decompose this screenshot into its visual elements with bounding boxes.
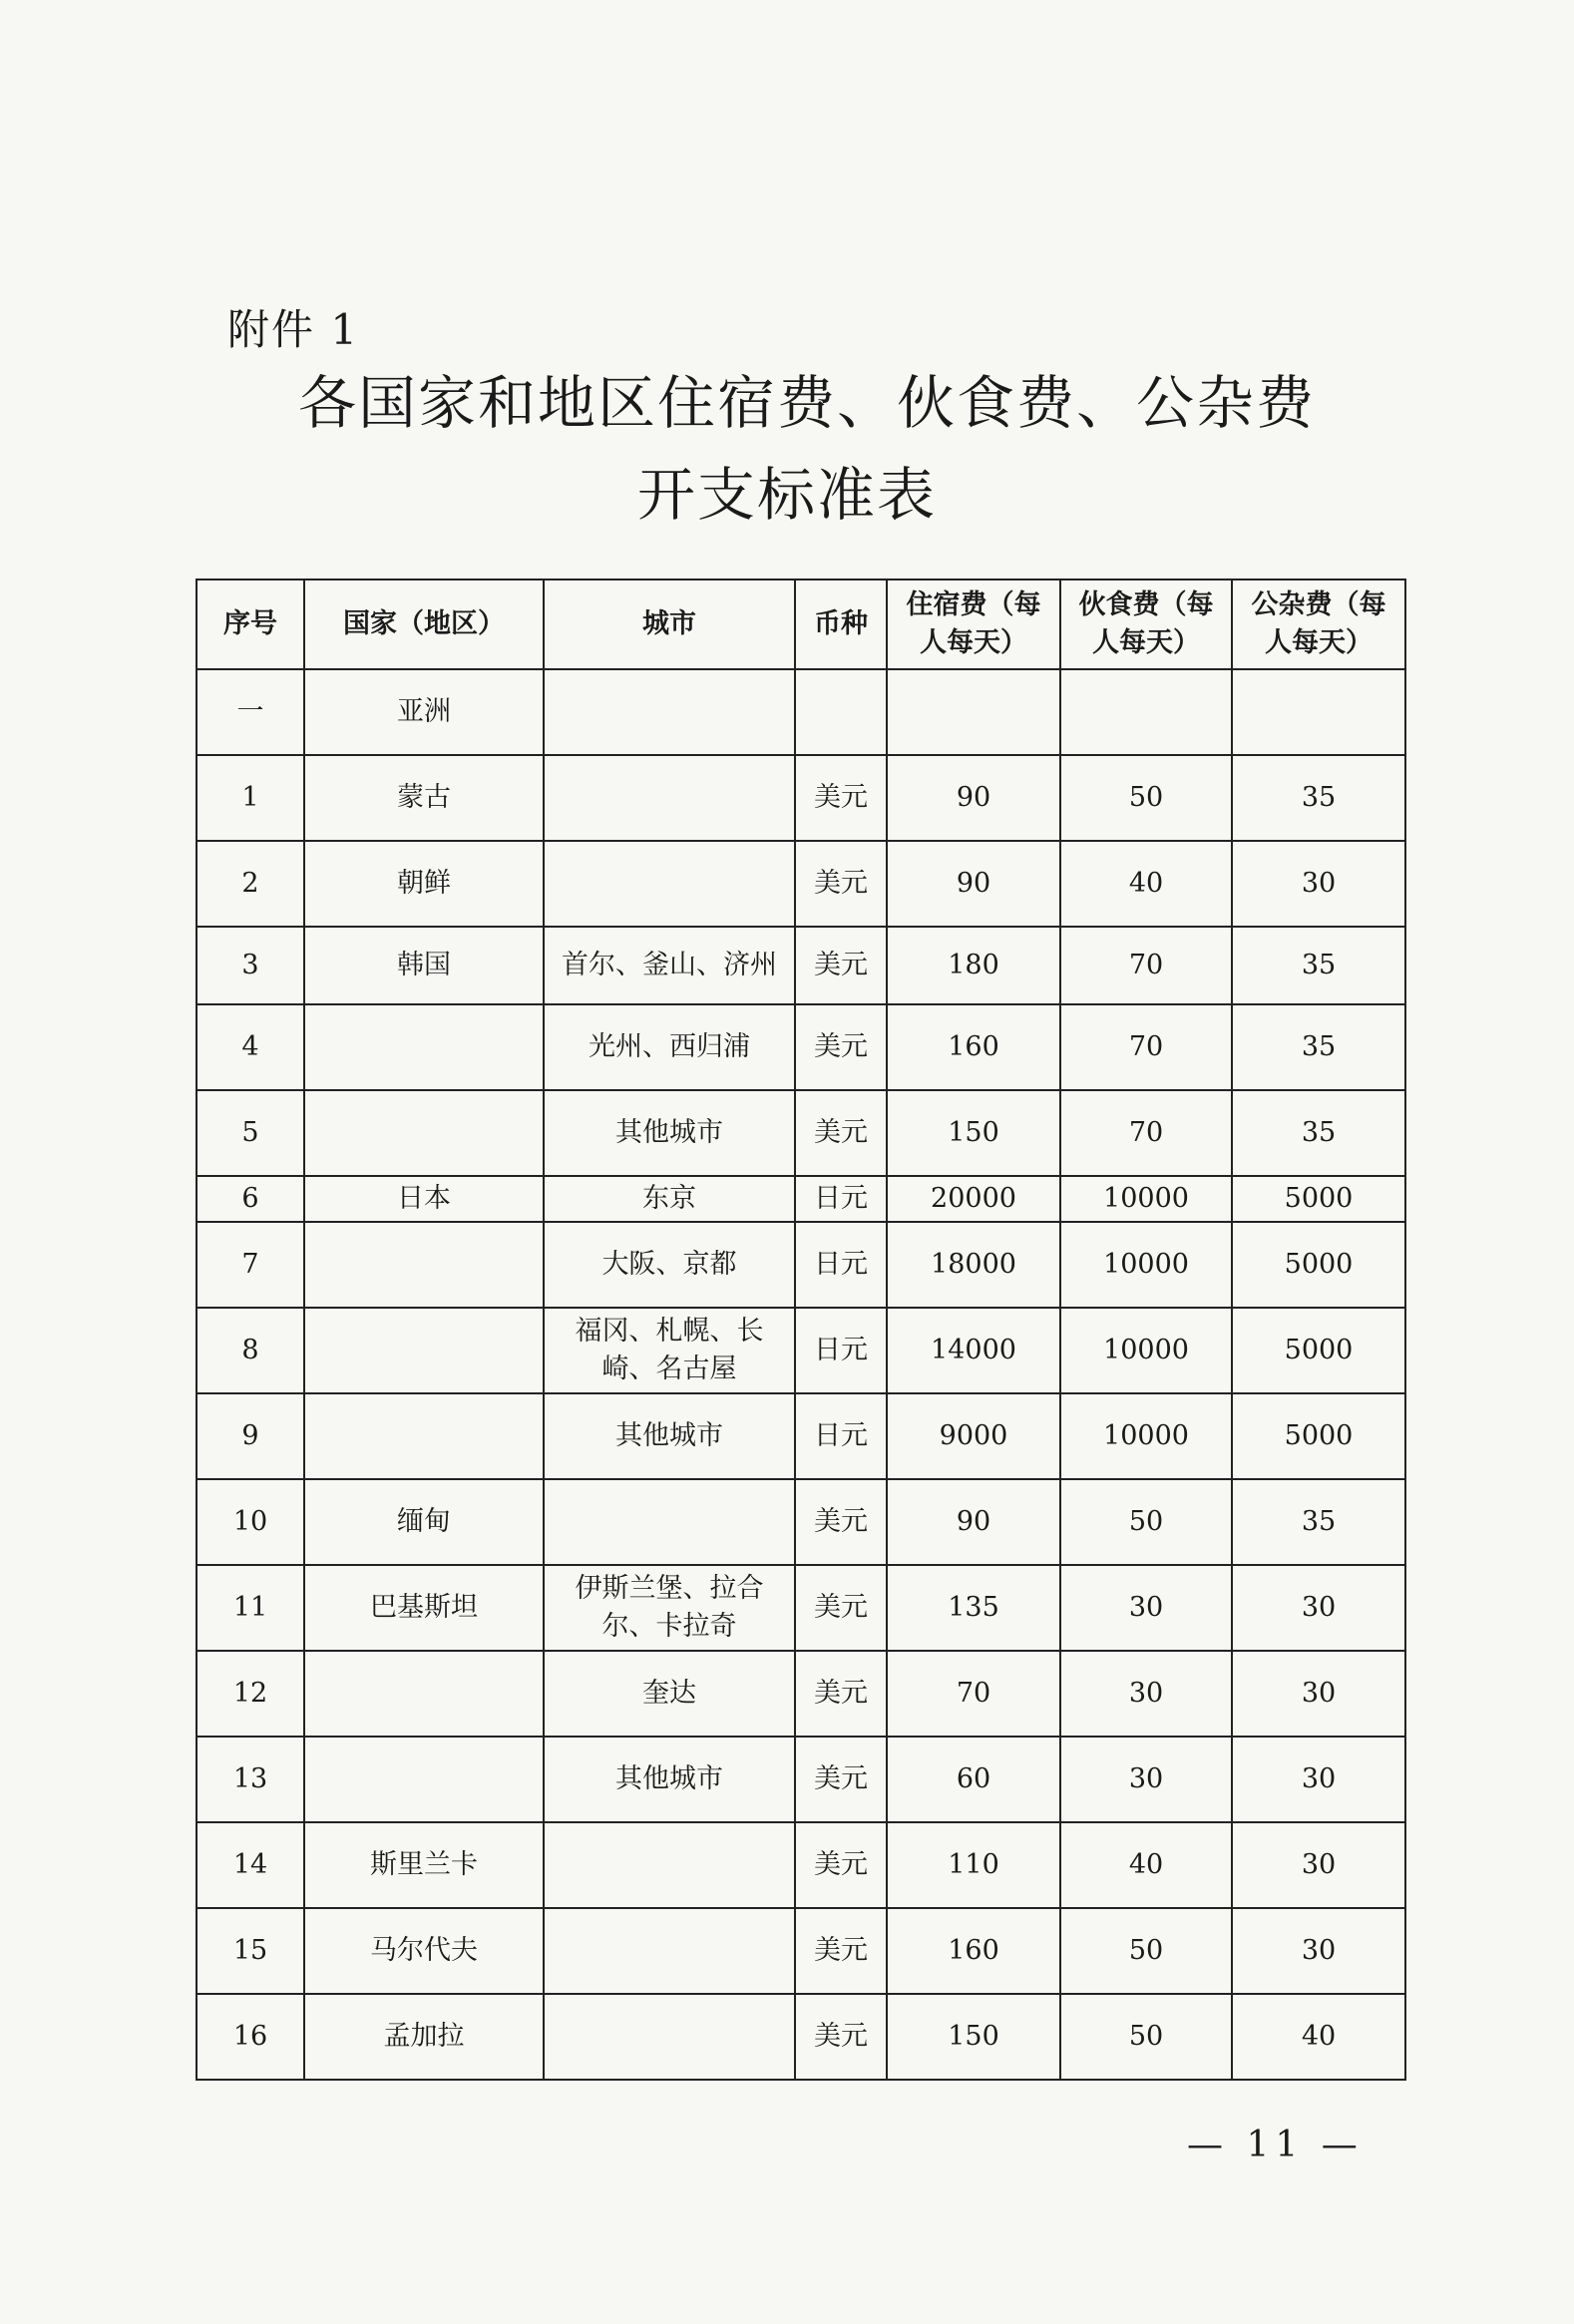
cell-lodging: 110: [887, 1822, 1060, 1908]
cell-meals: 40: [1060, 1822, 1232, 1908]
cell-meals: 30: [1060, 1565, 1232, 1651]
cell-misc: 5000: [1232, 1393, 1405, 1479]
cell-currency: 美元: [795, 1479, 887, 1565]
cell-country: [304, 1222, 544, 1308]
cell-currency: 日元: [795, 1222, 887, 1308]
cell-meals: 50: [1060, 755, 1232, 841]
cell-city: [544, 841, 795, 927]
cell-city: 其他城市: [544, 1737, 795, 1822]
cell-city: [544, 669, 795, 755]
cell-misc: 5000: [1232, 1308, 1405, 1393]
cell-meals: 40: [1060, 841, 1232, 927]
cell-misc: 30: [1232, 1908, 1405, 1994]
cell-misc: 35: [1232, 927, 1405, 1004]
cell-city: [544, 1479, 795, 1565]
cell-city: 其他城市: [544, 1393, 795, 1479]
cell-misc: 30: [1232, 1737, 1405, 1822]
cell-currency: 美元: [795, 1565, 887, 1651]
cell-meals: 30: [1060, 1737, 1232, 1822]
cell-country: 日本: [304, 1176, 544, 1222]
cell-city: 奎达: [544, 1651, 795, 1737]
cell-misc: 35: [1232, 1004, 1405, 1090]
cell-lodging: [887, 669, 1060, 755]
cell-misc: 30: [1232, 1822, 1405, 1908]
cell-no: 16: [197, 1994, 304, 2080]
cell-misc: 35: [1232, 1090, 1405, 1176]
table-row: [197, 1308, 1405, 1393]
cell-no: 9: [197, 1393, 304, 1479]
cell-currency: 美元: [795, 1651, 887, 1737]
header-misc: 公杂费（每人每天）: [1232, 580, 1405, 669]
table-row: [197, 1004, 1405, 1090]
table-row: [197, 841, 1405, 927]
cell-misc: 35: [1232, 755, 1405, 841]
cell-currency: 美元: [795, 1994, 887, 2080]
cell-country: 马尔代夫: [304, 1908, 544, 1994]
table-row: [197, 1393, 1405, 1479]
cell-lodging: 60: [887, 1737, 1060, 1822]
cell-no: 8: [197, 1308, 304, 1393]
cell-country: 斯里兰卡: [304, 1822, 544, 1908]
cell-misc: 40: [1232, 1994, 1405, 2080]
cell-currency: 日元: [795, 1308, 887, 1393]
cell-country: [304, 1090, 544, 1176]
cell-country: 巴基斯坦: [304, 1565, 544, 1651]
table-row: [197, 1994, 1405, 2080]
cell-lodging: 20000: [887, 1176, 1060, 1222]
cell-country: [304, 1737, 544, 1822]
table-row: [197, 755, 1405, 841]
cell-misc: 30: [1232, 1565, 1405, 1651]
cell-country: [304, 1651, 544, 1737]
cell-no: 一: [197, 669, 304, 755]
cell-lodging: 18000: [887, 1222, 1060, 1308]
cell-country: [304, 1393, 544, 1479]
header-currency: 币种: [795, 580, 887, 669]
cell-city: [544, 1822, 795, 1908]
cell-meals: 50: [1060, 1908, 1232, 1994]
cell-lodging: 9000: [887, 1393, 1060, 1479]
cell-no: 10: [197, 1479, 304, 1565]
cell-country: 孟加拉: [304, 1994, 544, 2080]
expense-standard-table: [196, 579, 1406, 2081]
cell-meals: 10000: [1060, 1308, 1232, 1393]
cell-city: 东京: [544, 1176, 795, 1222]
cell-no: 4: [197, 1004, 304, 1090]
cell-no: 12: [197, 1651, 304, 1737]
cell-currency: 美元: [795, 1090, 887, 1176]
cell-no: 6: [197, 1176, 304, 1222]
cell-lodging: 180: [887, 927, 1060, 1004]
cell-country: [304, 1004, 544, 1090]
cell-lodging: 160: [887, 1908, 1060, 1994]
table-row: [197, 1565, 1405, 1651]
cell-country: 亚洲: [304, 669, 544, 755]
page-number: — 11 —: [1187, 2125, 1364, 2165]
cell-country: 朝鲜: [304, 841, 544, 927]
cell-meals: 10000: [1060, 1222, 1232, 1308]
cell-misc: [1232, 669, 1405, 755]
cell-meals: 70: [1060, 927, 1232, 1004]
table-header-row: [197, 580, 1405, 669]
cell-currency: 美元: [795, 927, 887, 1004]
cell-no: 1: [197, 755, 304, 841]
cell-lodging: 90: [887, 1479, 1060, 1565]
header-meals: 伙食费（每人每天）: [1060, 580, 1232, 669]
cell-city: 大阪、京都: [544, 1222, 795, 1308]
cell-no: 2: [197, 841, 304, 927]
cell-city: [544, 1908, 795, 1994]
cell-country: 缅甸: [304, 1479, 544, 1565]
attachment-label: 附件 1: [227, 305, 360, 354]
cell-misc: 30: [1232, 841, 1405, 927]
cell-no: 15: [197, 1908, 304, 1994]
cell-city: 光州、西归浦: [544, 1004, 795, 1090]
cell-city: 其他城市: [544, 1090, 795, 1176]
cell-lodging: 90: [887, 755, 1060, 841]
cell-currency: 美元: [795, 1004, 887, 1090]
table-row: [197, 669, 1405, 755]
header-no: 序号: [197, 580, 304, 669]
cell-misc: 5000: [1232, 1176, 1405, 1222]
cell-no: 11: [197, 1565, 304, 1651]
cell-currency: 日元: [795, 1393, 887, 1479]
cell-lodging: 160: [887, 1004, 1060, 1090]
cell-meals: 70: [1060, 1004, 1232, 1090]
cell-city: [544, 755, 795, 841]
cell-meals: 10000: [1060, 1393, 1232, 1479]
table-row: [197, 1651, 1405, 1737]
table-row: [197, 1822, 1405, 1908]
cell-misc: 30: [1232, 1651, 1405, 1737]
cell-lodging: 90: [887, 841, 1060, 927]
cell-country: 韩国: [304, 927, 544, 1004]
header-city: 城市: [544, 580, 795, 669]
cell-no: 14: [197, 1822, 304, 1908]
cell-city: 福冈、札幌、长崎、名古屋: [544, 1308, 795, 1393]
cell-currency: 日元: [795, 1176, 887, 1222]
cell-meals: 10000: [1060, 1176, 1232, 1222]
table-row: [197, 1090, 1405, 1176]
cell-city: [544, 1994, 795, 2080]
cell-city: 伊斯兰堡、拉合尔、卡拉奇: [544, 1565, 795, 1651]
header-country: 国家（地区）: [304, 580, 544, 669]
cell-meals: 30: [1060, 1651, 1232, 1737]
cell-no: 5: [197, 1090, 304, 1176]
table-row: [197, 1222, 1405, 1308]
table-row: [197, 1176, 1405, 1222]
cell-currency: [795, 669, 887, 755]
cell-lodging: 135: [887, 1565, 1060, 1651]
page-title: 各国家和地区住宿费、伙食费、公杂费: [297, 369, 1316, 437]
cell-lodging: 150: [887, 1090, 1060, 1176]
header-lodging: 住宿费（每人每天）: [887, 580, 1060, 669]
cell-currency: 美元: [795, 1737, 887, 1822]
cell-lodging: 150: [887, 1994, 1060, 2080]
cell-lodging: 70: [887, 1651, 1060, 1737]
cell-currency: 美元: [795, 1908, 887, 1994]
cell-city: 首尔、釜山、济州: [544, 927, 795, 1004]
cell-currency: 美元: [795, 755, 887, 841]
table-row: [197, 927, 1405, 1004]
cell-country: [304, 1308, 544, 1393]
cell-lodging: 14000: [887, 1308, 1060, 1393]
table-row: [197, 1908, 1405, 1994]
cell-meals: 50: [1060, 1479, 1232, 1565]
page-subtitle: 开支标准表: [636, 461, 937, 529]
cell-currency: 美元: [795, 1822, 887, 1908]
cell-meals: 70: [1060, 1090, 1232, 1176]
table-row: [197, 1737, 1405, 1822]
table-row: [197, 1479, 1405, 1565]
cell-meals: 50: [1060, 1994, 1232, 2080]
cell-no: 7: [197, 1222, 304, 1308]
cell-misc: 35: [1232, 1479, 1405, 1565]
cell-currency: 美元: [795, 841, 887, 927]
cell-country: 蒙古: [304, 755, 544, 841]
cell-no: 3: [197, 927, 304, 1004]
cell-meals: [1060, 669, 1232, 755]
cell-no: 13: [197, 1737, 304, 1822]
cell-misc: 5000: [1232, 1222, 1405, 1308]
